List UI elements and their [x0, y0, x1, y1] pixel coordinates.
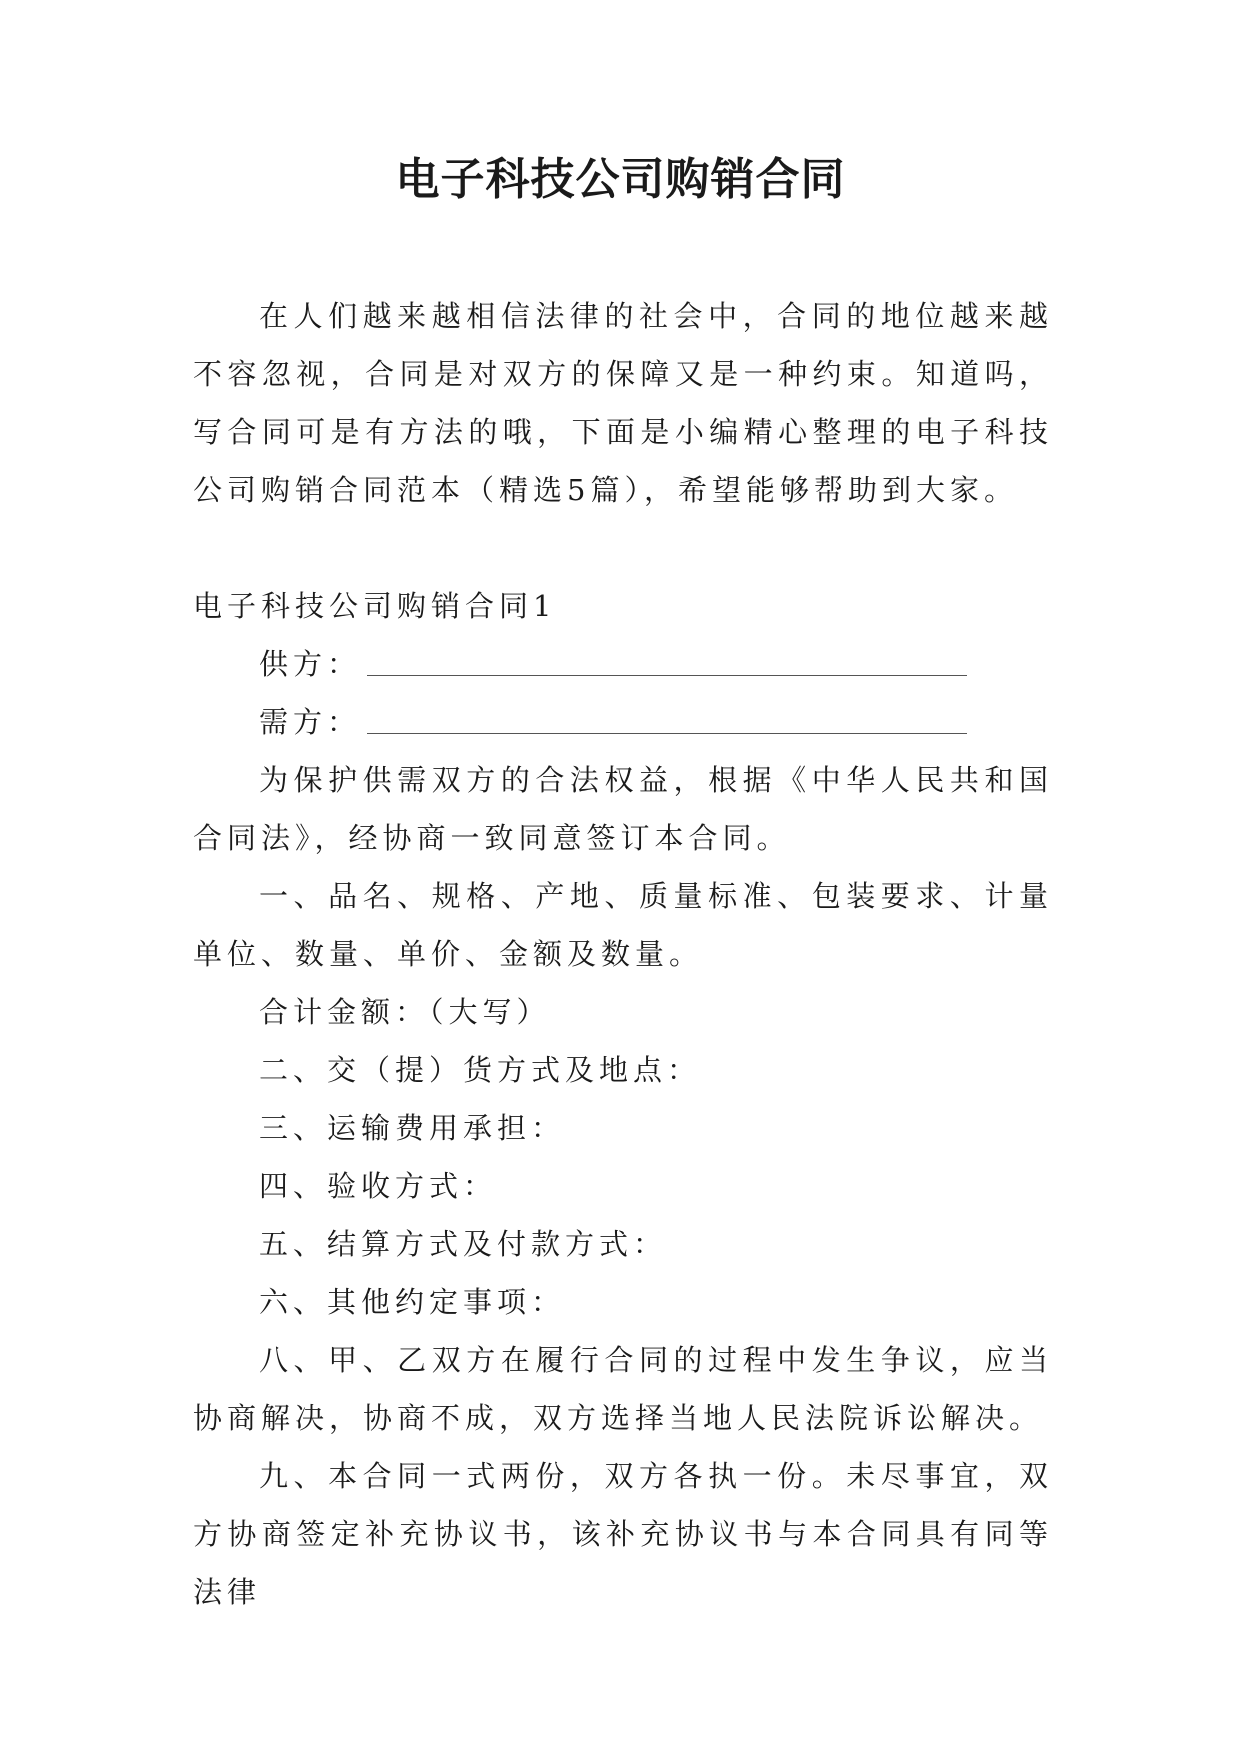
total-amount-line: 合计金额：（大写）	[259, 995, 551, 1029]
supplier-line	[193, 635, 1053, 693]
clause-4: 四、验收方式：	[259, 1169, 498, 1203]
clause-9: 九、本合同一式两份，双方各执一份。未尽事宜，双方协商签定补充协议书，该补充协议书与本合同具有同等法律	[193, 1459, 1053, 1609]
clause-1: 一、品名、规格、产地、质量标准、包装要求、计量单位、数量、单价、金额及数量。	[193, 879, 1053, 971]
buyer-label: 需方：	[259, 705, 362, 739]
document-body	[193, 287, 1053, 1621]
clause-2: 二、交（提）货方式及地点：	[259, 1053, 702, 1087]
document-title: 电子科技公司购销合同	[395, 154, 846, 205]
clause-3: 三、运输费用承担：	[259, 1111, 566, 1145]
intro-paragraph: 在人们越来越相信法律的社会中，合同的地位越来越不容忽视，合同是对双方的保障又是一种约束。知道吗，写合同可是有方法的哦，下面是小编精心整理的电子科技公司购销合同范本（精选5篇），希望能够帮助到大家。	[193, 299, 1053, 507]
clause-5: 五、结算方式及付款方式：	[259, 1227, 668, 1261]
supplier-blank-line	[367, 671, 967, 676]
clause-8: 八、甲、乙双方在履行合同的过程中发生争议，应当协商解决，协商不成，双方选择当地人民法院诉讼解决。	[193, 1343, 1053, 1435]
supplier-label: 供方：	[259, 647, 362, 681]
clause-6: 六、其他约定事项：	[259, 1285, 566, 1319]
section-heading: 电子科技公司购销合同1	[193, 589, 557, 623]
buyer-line	[193, 693, 1053, 751]
buyer-blank-line	[367, 729, 967, 734]
contract-basis-paragraph: 为保护供需双方的合法权益，根据《中华人民共和国合同法》，经协商一致同意签订本合同。	[193, 763, 1053, 855]
